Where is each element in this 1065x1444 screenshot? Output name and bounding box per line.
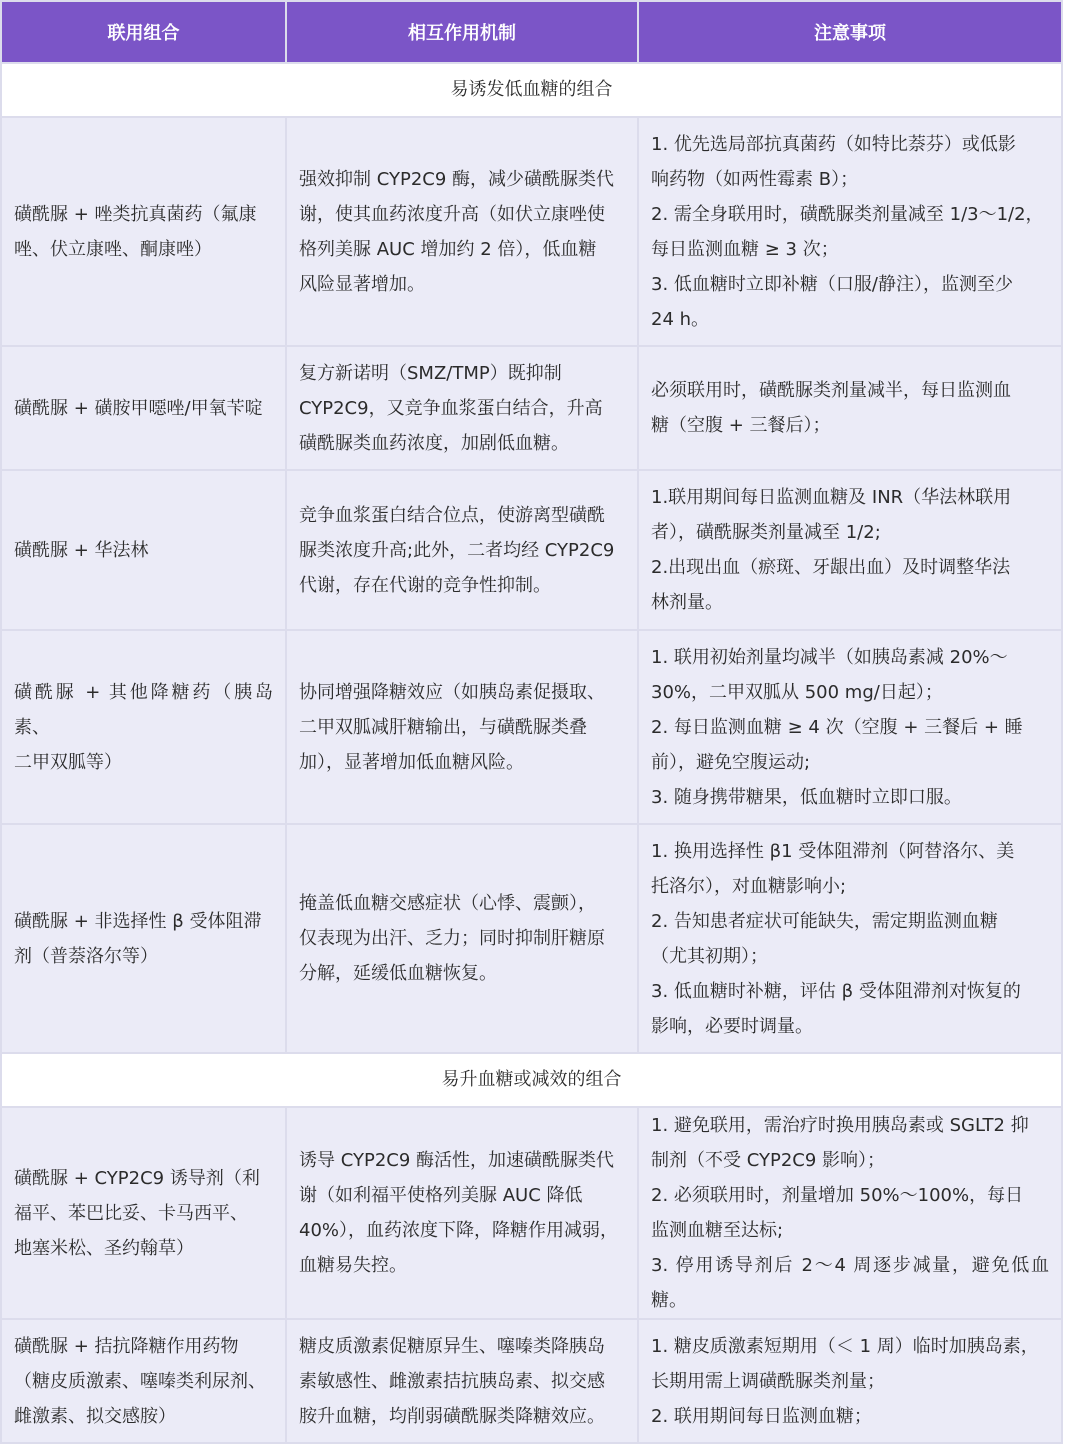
mechanism-cell — [286, 470, 638, 630]
mechanism-cell-line: 加），显著增加低血糖风险。 — [299, 751, 524, 773]
notes-cell — [638, 824, 1062, 1053]
notes-cell-line: 30%，二甲双胍从 500 mg/日起）； — [651, 681, 943, 703]
notes-cell-line: 托洛尔），对血糖影响小; — [651, 875, 847, 897]
combo-cell-line: （糖皮质激素、噻嗪类利尿剂、 — [14, 1370, 266, 1392]
notes-cell-line: 1. 联用初始剂量均减半（如胰岛素减 20%～ — [651, 646, 1008, 668]
section-title: 易诱发低血糖的组合 — [1, 63, 1062, 117]
combo-cell-line: 磺酰脲 + 唑类抗真菌药（氟康 — [14, 203, 257, 225]
mechanism-cell-line: 竞争血浆蛋白结合位点，使游离型磺酰 — [299, 504, 605, 526]
notes-cell — [638, 346, 1062, 470]
header-notes: 注意事项 — [638, 1, 1062, 63]
combo-cell-line: 雌激素、拟交感胺） — [14, 1405, 176, 1427]
mechanism-cell-line: 风险显著增加。 — [299, 273, 425, 295]
mechanism-cell-line: 代谢，存在代谢的竞争性抑制。 — [299, 574, 551, 596]
notes-cell-line: 3. 低血糖时立即补糖（口服/静注），监测至少 — [651, 273, 1013, 295]
notes-cell — [638, 630, 1062, 824]
combo-cell-line: 磺酰脲 + 非选择性 β 受体阻滞 — [14, 910, 262, 932]
combo-cell-line: 磺酰脲 + 拮抗降糖作用药物 — [14, 1335, 239, 1357]
table-row — [1, 470, 1062, 630]
notes-cell-line: 1. 优先选局部抗真菌药（如特比萘芬）或低影 — [651, 133, 1016, 155]
mechanism-cell-line: CYP2C9，又竞争血浆蛋白结合，升高 — [299, 397, 603, 419]
combo-cell — [1, 1107, 286, 1319]
mechanism-cell-line: 胺升血糖，均削弱磺酰脲类降糖效应。 — [299, 1405, 605, 1427]
combo-cell — [1, 346, 286, 470]
mechanism-cell-line: 脲类浓度升高;此外，二者均经 CYP2C9 — [299, 539, 615, 561]
mechanism-cell-line: 素敏感性、雌激素拮抗胰岛素、拟交感 — [299, 1370, 605, 1392]
combo-cell-line: 磺酰脲 + 其他降糖药（胰岛素、 — [14, 681, 273, 738]
notes-cell-line: 林剂量。 — [651, 592, 723, 613]
notes-cell-line: 者），磺酰脲类剂量减至 1/2; — [651, 522, 881, 543]
table-row — [1, 1319, 1062, 1443]
combo-cell-line: 剂（普萘洛尔等） — [14, 945, 158, 967]
notes-cell-line: 2. 必须联用时，剂量增加 50%～100%，每日 — [651, 1185, 1024, 1206]
combo-cell-line: 二甲双胍等） — [14, 751, 122, 773]
mechanism-cell-line: 分解，延缓低血糖恢复。 — [299, 963, 497, 984]
notes-cell-line: 2. 告知患者症状可能缺失，需定期监测血糖 — [651, 910, 998, 932]
notes-cell-line: 24 h。 — [651, 308, 710, 330]
notes-cell-line: 每日监测血糖 ≥ 3 次； — [651, 238, 839, 260]
notes-cell-line: 制剂（不受 CYP2C9 影响）； — [651, 1150, 886, 1171]
notes-cell-line: 糖（空腹 + 三餐后）； — [651, 415, 831, 436]
mechanism-cell-line: 糖皮质激素促糖原异生、噻嗪类降胰岛 — [299, 1335, 605, 1357]
notes-cell-line: 前），避免空腹运动; — [651, 751, 811, 773]
combo-cell-line: 磺酰脲 + 华法林 — [14, 539, 149, 561]
notes-cell — [638, 117, 1062, 346]
section-row — [1, 63, 1062, 117]
section-row — [1, 1053, 1062, 1107]
header-mechanism: 相互作用机制 — [286, 1, 638, 63]
mechanism-cell-line: 仅表现为出汗、乏力；同时抑制肝糖原 — [299, 928, 605, 949]
notes-cell-line: 2.出现出血（瘀斑、牙龈出血）及时调整华法 — [651, 557, 1011, 578]
table-header-row — [1, 1, 1062, 63]
table-row — [1, 117, 1062, 346]
mechanism-cell-line: 血糖易失控。 — [299, 1255, 407, 1276]
mechanism-cell-line: 掩盖低血糖交感症状（心悸、震颤）， — [299, 893, 596, 914]
notes-cell-line: 2. 每日监测血糖 ≥ 4 次（空腹 + 三餐后 + 睡 — [651, 716, 1023, 738]
mechanism-cell-line: 40%），血药浓度下降，降糖作用减弱， — [299, 1220, 619, 1241]
table-body — [1, 63, 1062, 1443]
mechanism-cell — [286, 117, 638, 346]
notes-cell-line: 1. 换用选择性 β1 受体阻滞剂（阿替洛尔、美 — [651, 840, 1015, 862]
table-row — [1, 824, 1062, 1053]
mechanism-cell — [286, 346, 638, 470]
notes-cell-line: 影响，必要时调量。 — [651, 1015, 813, 1037]
combo-cell-line: 唑、伏立康唑、酮康唑） — [14, 238, 212, 260]
mechanism-cell — [286, 1107, 638, 1319]
mechanism-cell-line: 二甲双胍减肝糖输出，与磺酰脲类叠 — [299, 716, 587, 738]
notes-cell-line: 响药物（如两性霉素 B）； — [651, 168, 859, 190]
notes-cell-line: 长期用需上调磺酰脲类剂量； — [651, 1370, 885, 1392]
mechanism-cell-line: 复方新诺明（SMZ/TMP）既抑制 — [299, 362, 562, 384]
combo-cell-line: 磺酰脲 + CYP2C9 诱导剂（利 — [14, 1167, 260, 1189]
notes-cell-line: （尤其初期）； — [651, 945, 768, 967]
notes-cell-line: 1. 避免联用，需治疗时换用胰岛素或 SGLT2 抑 — [651, 1115, 1029, 1136]
notes-cell — [638, 1107, 1062, 1319]
combo-cell-line: 磺酰脲 + 磺胺甲噁唑/甲氧苄啶 — [14, 397, 263, 419]
combo-cell — [1, 630, 286, 824]
notes-cell-line: 监测血糖至达标; — [651, 1220, 784, 1241]
mechanism-cell-line: 谢（如利福平使格列美脲 AUC 降低 — [299, 1185, 583, 1206]
mechanism-cell-line: 谢，使其血药浓度升高（如伏立康唑使 — [299, 203, 605, 225]
notes-cell-line: 3. 停用诱导剂后 2～4 周逐步减量，避免低血糖。 — [651, 1255, 1049, 1311]
mechanism-cell-line: 诱导 CYP2C9 酶活性，加速磺酰脲类代 — [299, 1150, 615, 1171]
notes-cell-line: 3. 低血糖时补糖，评估 β 受体阻滞剂对恢复的 — [651, 980, 1021, 1002]
header-combo: 联用组合 — [1, 1, 286, 63]
notes-cell-line: 必须联用时，磺酰脲类剂量减半，每日监测血 — [651, 380, 1011, 401]
combo-cell — [1, 470, 286, 630]
mechanism-cell — [286, 824, 638, 1053]
notes-cell — [638, 1319, 1062, 1443]
mechanism-cell — [286, 630, 638, 824]
notes-cell-line: 2. 联用期间每日监测血糖； — [651, 1405, 872, 1427]
notes-cell-line: 2. 需全身联用时，磺酰脲类剂量减至 1/3～1/2， — [651, 203, 1044, 225]
table-row — [1, 346, 1062, 470]
table-row — [1, 1107, 1062, 1319]
section-title: 易升血糖或减效的组合 — [1, 1053, 1062, 1107]
table-row — [1, 630, 1062, 824]
notes-cell — [638, 470, 1062, 630]
mechanism-cell-line: 磺酰脲类血药浓度，加剧低血糖。 — [299, 432, 569, 454]
combo-cell — [1, 117, 286, 346]
combo-cell-line: 福平、苯巴比妥、卡马西平、 — [14, 1202, 248, 1224]
combo-cell-line: 地塞米松、圣约翰草） — [14, 1237, 194, 1259]
combo-cell — [1, 1319, 286, 1443]
mechanism-cell-line: 强效抑制 CYP2C9 酶，减少磺酰脲类代 — [299, 168, 615, 190]
notes-cell-line: 1.联用期间每日监测血糖及 INR（华法林联用 — [651, 487, 1012, 508]
notes-cell-line: 1. 糖皮质激素短期用（＜ 1 周）临时加胰岛素， — [651, 1335, 1039, 1357]
combo-cell — [1, 824, 286, 1053]
notes-cell-line: 3. 随身携带糖果，低血糖时立即口服。 — [651, 786, 962, 808]
mechanism-cell-line: 协同增强降糖效应（如胰岛素促摄取、 — [299, 681, 605, 703]
mechanism-cell — [286, 1319, 638, 1443]
mechanism-cell-line: 格列美脲 AUC 增加约 2 倍），低血糖 — [299, 238, 597, 260]
